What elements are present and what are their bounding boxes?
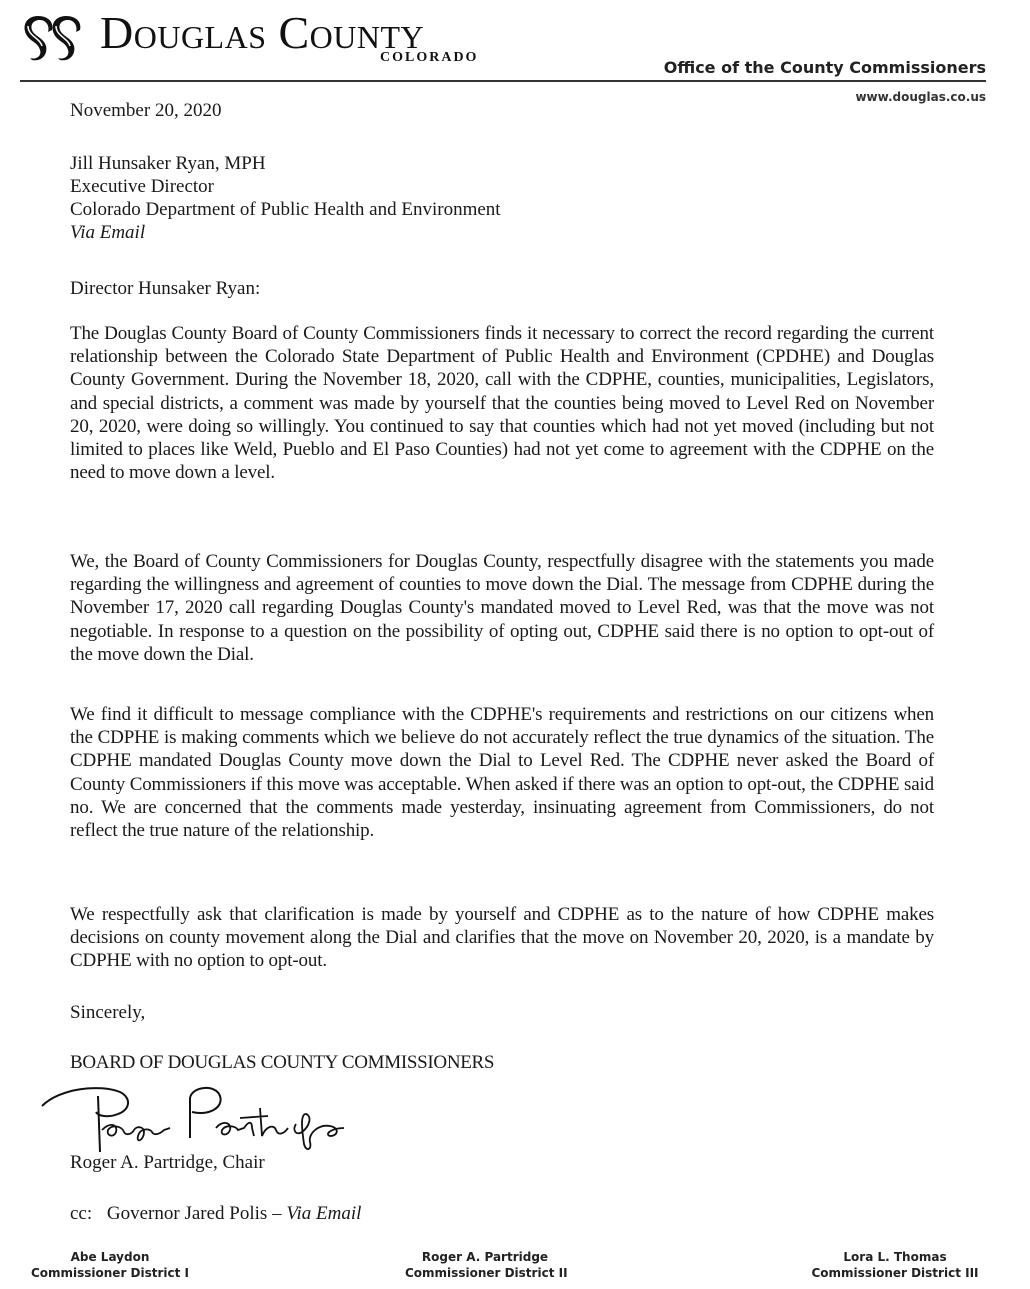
cc-line — [70, 1203, 361, 1225]
commissioner-name: Lora L. Thomas — [843, 1250, 947, 1264]
header-divider — [20, 80, 986, 82]
website-link[interactable]: www.douglas.co.us — [855, 90, 986, 104]
board-name: BOARD OF DOUGLAS COUNTY COMMISSIONERS — [70, 1052, 495, 1073]
cc-label: cc: — [70, 1203, 93, 1224]
county-name: Douglas County — [100, 7, 425, 58]
delivery-method: Via Email — [70, 222, 146, 243]
footer-commissioner-district-3 — [810, 1249, 980, 1281]
addressee-organization: Colorado Department of Public Health and Environment — [70, 199, 501, 220]
douglas-county-ribbon-logo-icon — [20, 12, 98, 62]
body-paragraph: We respectfully ask that clarification is made by yourself and CDPHE as to the nature of how CDPHE makes decisions on county movement along the Dial and clarifies that the move on November 20, 2020, is a mandate by CDPHE with no option to opt-out. — [70, 904, 934, 972]
commissioner-district: Commissioner District I — [30, 1266, 190, 1280]
signature-icon — [40, 1078, 420, 1158]
addressee-title: Executive Director — [70, 176, 215, 197]
commissioner-name: Roger A. Partridge — [421, 1250, 549, 1264]
addressee-block — [70, 152, 501, 244]
body-paragraph: The Douglas County Board of County Commissioners finds it necessary to correct the record regarding the current relationship between the Colorado State Department of Public Health and Environment (CPDHE) and Douglas County Government. During the November 18, 2020, call with the CDPHE, counties, municipalities, Legislators, and special districts, a comment was made by yourself that the counties being moved to Level Red on November 20, 2020, were doing so willingly. You continued to say that counties which had not yet moved (including but not limited to places like Weld, Pueblo and El Paso Counties) had not yet come to agreement with the CDPHE on the need to move down a level. — [70, 323, 934, 484]
commissioner-district: Commissioner District III — [811, 1266, 979, 1280]
addressee-name: Jill Hunsaker Ryan, MPH — [70, 153, 266, 174]
state-name: COLORADO — [380, 50, 479, 65]
body-paragraph: We, the Board of County Commissioners for Douglas County, respectfully disagree with the statements you made regarding the willingness and agreement of counties to move down the Dial. The message from CDPHE during the November 17, 2020 call regarding Douglas County's mandated moved to Level Red, was that the move was not negotiable. In response to a question on the possibility of opting out, CDPHE said there is no option to opt-out of the move down the Dial. — [70, 551, 934, 665]
footer-commissioner-district-2 — [405, 1249, 568, 1281]
closing: Sincerely, — [70, 1002, 146, 1023]
office-title: Office of the County Commissioners — [663, 58, 986, 77]
signer-name: Roger A. Partridge, Chair — [70, 1152, 265, 1173]
commissioner-district: Commissioner District II — [405, 1266, 568, 1280]
footer-commissioner-district-1 — [30, 1249, 190, 1281]
salutation: Director Hunsaker Ryan: — [70, 278, 261, 299]
body-paragraph: We find it difficult to message compliance with the CDPHE's requirements and restrictions on our citizens when the CDPHE is making comments which we believe do not accurately reflect the true dynamics of the situation. The CDPHE mandated Douglas County move down the Dial to Level Red. The CDPHE never asked the Board of County Commissioners if this move was acceptable. When asked if there was an option to opt-out, the CDPHE said no. We are concerned that the comments made yesterday, insinuating agreement from Commissioners, do not reflect the true nature of the relationship. — [70, 704, 934, 842]
cc-recipient: Governor Jared Polis – — [106, 1203, 282, 1224]
letter-date: November 20, 2020 — [70, 100, 222, 121]
cc-delivery-method: Via Email — [286, 1203, 362, 1224]
commissioner-name: Abe Laydon — [70, 1250, 150, 1264]
